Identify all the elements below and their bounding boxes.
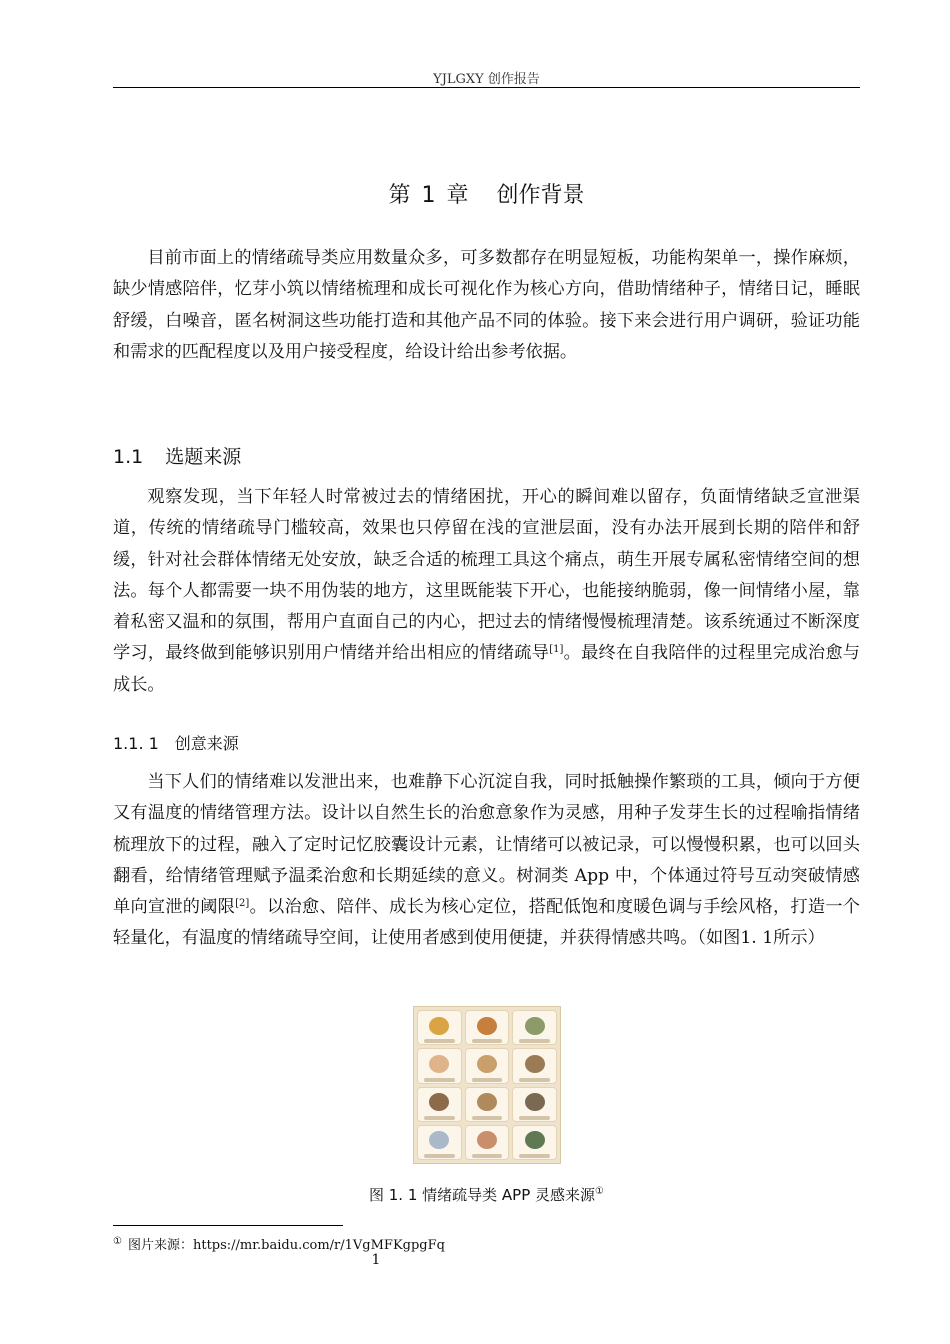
paragraph-text: 观察发现，当下年轻人时常被过去的情绪困扰，开心的瞬间难以留存，负面情绪缺乏宣泄渠道，传统的情绪疏导门槛较高，效果也只停留在浅的宣泄层面，没有办法开展到长期的陪伴和舒缓，针对社会群体情绪无处安放，缺乏合适的梳理工具这个痛点，萌生开展专属私密情绪空间的想法。每个人都需要一块不用伪装的地方，这里既能装下开心，也能接纳脆弱，像一间情绪小屋，靠着私密又温和的氛围，帮用户直面自己的内心，把过去的情绪慢慢梳理清楚。该系统通过不断深度学习，最终做到能够识别用户情绪并给出相应的情绪疏导 — [113, 487, 860, 664]
figure-tile — [465, 1048, 510, 1083]
footnote-mark: ① — [113, 1236, 122, 1247]
running-header: YJLGXY 创作报告 — [433, 72, 540, 87]
tile-illustration — [429, 1017, 449, 1035]
tile-label-bar — [519, 1078, 550, 1082]
tile-label-bar — [519, 1154, 550, 1158]
tile-illustration — [525, 1017, 545, 1035]
section-title: 选题来源 — [165, 446, 242, 468]
section-heading-1-1-1 — [113, 731, 239, 754]
tile-label-bar — [424, 1154, 455, 1158]
tile-illustration — [477, 1131, 497, 1149]
tile-illustration — [429, 1131, 449, 1149]
section-heading-1-1 — [113, 442, 241, 469]
tile-label-bar — [424, 1039, 455, 1043]
footnote-reference[interactable]: ① — [595, 1186, 605, 1197]
citation-link[interactable]: [1] — [549, 644, 564, 656]
figure-image-grid — [413, 1006, 561, 1164]
tile-label-bar — [519, 1039, 550, 1043]
paragraph-text: 当下人们的情绪难以发泄出来，也难静下心沉淀自我，同时抵触操作繁琐的工具，倾向于方便又有温度的情绪管理方法。设计以自然生长的治愈意象作为灵感，用种子发芽生长的过程喻指情绪梳理放下的过程，融入了定时记忆胶囊设计元素，让情绪可以被记录，可以慢慢积累，也可以回头翻看，给情绪管理赋予温柔治愈和长期延续的意义。树洞类 App 中，个体通过符号互动突破情感单向宣泄的阈限 — [113, 772, 860, 918]
footnote — [113, 1234, 445, 1253]
paragraph-tail: 。以治愈、陪伴、成长为核心定位，搭配低饱和度暖色调与手绘风格，打造一个轻量化，有温度的情绪疏导空间，让使用者感到使用便捷，并获得情感共鸣。（如图1. 1所示） — [113, 897, 860, 949]
page-number: 1 — [371, 1252, 381, 1268]
tile-label-bar — [424, 1078, 455, 1082]
tile-label-bar — [472, 1116, 503, 1120]
chapter-number: 1 — [421, 183, 436, 208]
tile-illustration — [525, 1093, 545, 1111]
chapter-suffix: 章 — [446, 183, 469, 208]
section-1-1-1-paragraph — [113, 767, 860, 955]
figure-tile — [417, 1010, 462, 1045]
citation-link[interactable]: [2] — [235, 898, 250, 910]
section-1-1-paragraph — [113, 482, 860, 701]
tile-illustration — [525, 1131, 545, 1149]
tile-illustration — [429, 1093, 449, 1111]
tile-label-bar — [424, 1116, 455, 1120]
footnote-text: 图片来源：https://mr.baidu.com/r/1VgMFKgpgFq — [127, 1238, 445, 1253]
tile-illustration — [477, 1055, 497, 1073]
figure-tile — [417, 1048, 462, 1083]
tile-illustration — [525, 1055, 545, 1073]
tile-label-bar — [472, 1039, 503, 1043]
figure-tile — [512, 1010, 557, 1045]
tile-illustration — [477, 1093, 497, 1111]
figure-tile — [512, 1048, 557, 1083]
figure-tile — [465, 1010, 510, 1045]
subsection-title: 创意来源 — [174, 734, 239, 753]
section-number: 1.1 — [113, 446, 144, 468]
figure-tile — [512, 1087, 557, 1122]
tile-illustration — [429, 1055, 449, 1073]
chapter-name: 创作背景 — [496, 183, 585, 208]
tile-label-bar — [472, 1154, 503, 1158]
figure-tile — [417, 1087, 462, 1122]
intro-paragraph: 目前市面上的情绪疏导类应用数量众多，可多数都存在明显短板，功能构架单一，操作麻烦，缺少情感陪伴，忆芽小筑以情绪梳理和成长可视化作为核心方向，借助情绪种子，情绪日记，睡眠舒缓，白噪音，匿名树洞这些功能打造和其他产品不同的体验。接下来会进行用户调研，验证功能和需求的匹配程度以及用户接受程度，给设计给出参考依据。 — [113, 248, 860, 362]
footnote-rule — [113, 1225, 343, 1226]
figure-tile — [465, 1125, 510, 1160]
chapter-title — [113, 178, 860, 209]
figure-tile — [417, 1125, 462, 1160]
header-rule — [113, 87, 860, 88]
figure-tile — [512, 1125, 557, 1160]
figure-tile — [465, 1087, 510, 1122]
tile-label-bar — [472, 1078, 503, 1082]
chapter-prefix: 第 — [388, 183, 411, 208]
caption-text: 图 1. 1 情绪疏导类 APP 灵感来源 — [368, 1186, 596, 1204]
figure-caption — [113, 1184, 860, 1205]
subsection-number: 1.1. 1 — [113, 734, 159, 753]
tile-label-bar — [519, 1116, 550, 1120]
paragraph-tail: 。最终在自我陪伴的过程里完成治愈与成长。 — [113, 643, 860, 695]
tile-illustration — [477, 1017, 497, 1035]
